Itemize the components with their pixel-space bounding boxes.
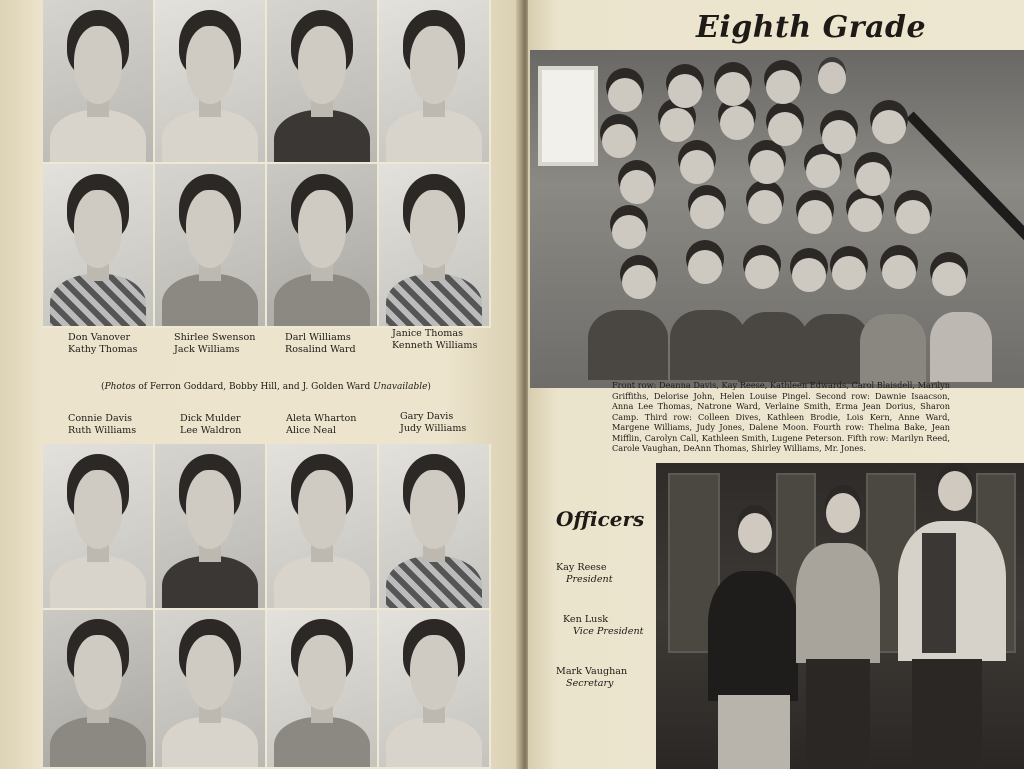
name-line: Kathy Thomas [68, 344, 138, 355]
student-face [720, 106, 754, 140]
student-face [602, 124, 636, 158]
stair-rail-image [906, 112, 1024, 263]
officer-role: President [566, 574, 613, 585]
student-face [932, 262, 966, 296]
student-figure [588, 310, 668, 380]
student-face [620, 170, 654, 204]
portrait-photo [155, 164, 267, 328]
student-face [766, 70, 800, 104]
name-line: Kenneth Williams [392, 340, 478, 351]
officers-photo [656, 463, 1024, 769]
officer-entry [556, 666, 656, 690]
name-line: Don Vanover [68, 332, 131, 343]
student-face [622, 265, 656, 299]
officer-role: Vice President [573, 626, 644, 637]
student-face [660, 108, 694, 142]
portrait-photo [267, 0, 379, 164]
officers-heading: Officers [556, 507, 645, 531]
name-line: Aleta Wharton [286, 413, 357, 424]
student-face [856, 162, 890, 196]
portrait-photo [379, 0, 491, 164]
name-line: Connie Davis [68, 413, 133, 424]
student-figure [738, 312, 808, 382]
student-face [680, 150, 714, 184]
name-caption [174, 332, 286, 356]
portrait-photo [155, 444, 267, 610]
student-face [688, 250, 722, 284]
page-title: Eighth Grade [696, 10, 927, 45]
student-face [750, 150, 784, 184]
name-caption [180, 413, 292, 437]
student-face [608, 78, 642, 112]
officer-role: Secretary [566, 678, 614, 689]
student-face [690, 195, 724, 229]
name-caption [68, 332, 180, 356]
portrait-photo [267, 164, 379, 328]
name-line: Judy Williams [400, 423, 467, 434]
student-face [798, 200, 832, 234]
officer-name: Kay Reese [556, 562, 607, 573]
name-line: Ruth Williams [68, 425, 137, 436]
name-line: Shirlee Swenson [174, 332, 256, 343]
student-face [882, 255, 916, 289]
officer-entry [563, 614, 663, 638]
portrait-photo [379, 610, 491, 769]
name-line: Rosalind Ward [285, 344, 356, 355]
student-face [822, 120, 856, 154]
officer-name: Ken Lusk [563, 614, 609, 625]
unavailable-word: Unavailable [373, 382, 428, 392]
name-line: Lee Waldron [180, 425, 242, 436]
unavailable-names: of Ferron Goddard, Bobby Hill, and J. Golden Ward [135, 382, 374, 392]
officer-name: Mark Vaughan [556, 666, 628, 677]
name-caption [392, 328, 504, 352]
paren-close: ) [427, 382, 431, 392]
portrait-photo [267, 610, 379, 769]
portrait-grid-top [43, 0, 491, 328]
window-image [538, 66, 598, 166]
officer-entry [556, 562, 656, 586]
student-figure [930, 312, 992, 382]
portrait-grid-bottom [43, 444, 491, 769]
student-face [745, 255, 779, 289]
class-group-photo [530, 50, 1024, 388]
portrait-photo [43, 444, 155, 610]
name-caption [286, 413, 398, 437]
student-face [768, 112, 802, 146]
student-figure [860, 314, 926, 384]
student-face [716, 72, 750, 106]
portrait-photo [155, 0, 267, 164]
portrait-photo [43, 610, 155, 769]
name-line: Jack Williams [174, 344, 240, 355]
portrait-photo [267, 444, 379, 610]
student-face [832, 256, 866, 290]
group-photo-caption: Front row: Deanna Davis, Kay Reese, Kathleen Edwards, Carol Blaisdell, Marilyn Griffiths, Delorise John, Helen Louise Pingel. Second row: Dawnie Isaacson, Anna Lee Thomas, Natrone Ward, Verlaine Smith, Erma Jean Dorius, Sharon Camp. Third row: Colleen Dives, Kathleen Brodie, Lois Kern, Anne Ward, Margene Williams, Judy Jones, Dalene Moon. Fourth row: Thelma Bake, Jean Mifflin, Carolyn Call, Kathleen Smith, Lugene Peterson. Fifth row: Marilyn Reed, Carole Vaughan, DeAnn Thomas, Shirley Williams, Mr. Jones. [612, 380, 950, 453]
name-line: Janice Thomas [392, 328, 464, 339]
student-face [792, 258, 826, 292]
teacher-figure [818, 62, 846, 94]
portrait-photo [379, 164, 491, 328]
photos-word: Photos [104, 382, 136, 392]
name-caption [285, 332, 397, 356]
student-figure [670, 310, 746, 380]
student-face [896, 200, 930, 234]
portrait-photo [155, 610, 267, 769]
unavailable-note [46, 382, 486, 392]
name-line: Dick Mulder [180, 413, 241, 424]
portrait-photo [43, 164, 155, 328]
student-face [872, 110, 906, 144]
student-face [748, 190, 782, 224]
student-face [806, 154, 840, 188]
student-face [668, 74, 702, 108]
name-line: Gary Davis [400, 411, 454, 422]
name-caption [68, 413, 180, 437]
student-face [848, 198, 882, 232]
student-face [612, 215, 646, 249]
name-line: Alice Neal [286, 425, 337, 436]
portrait-photo [43, 0, 155, 164]
portrait-photo [379, 444, 491, 610]
name-line: Darl Williams [285, 332, 351, 343]
name-caption [400, 411, 512, 435]
paren-open: ( [101, 382, 105, 392]
